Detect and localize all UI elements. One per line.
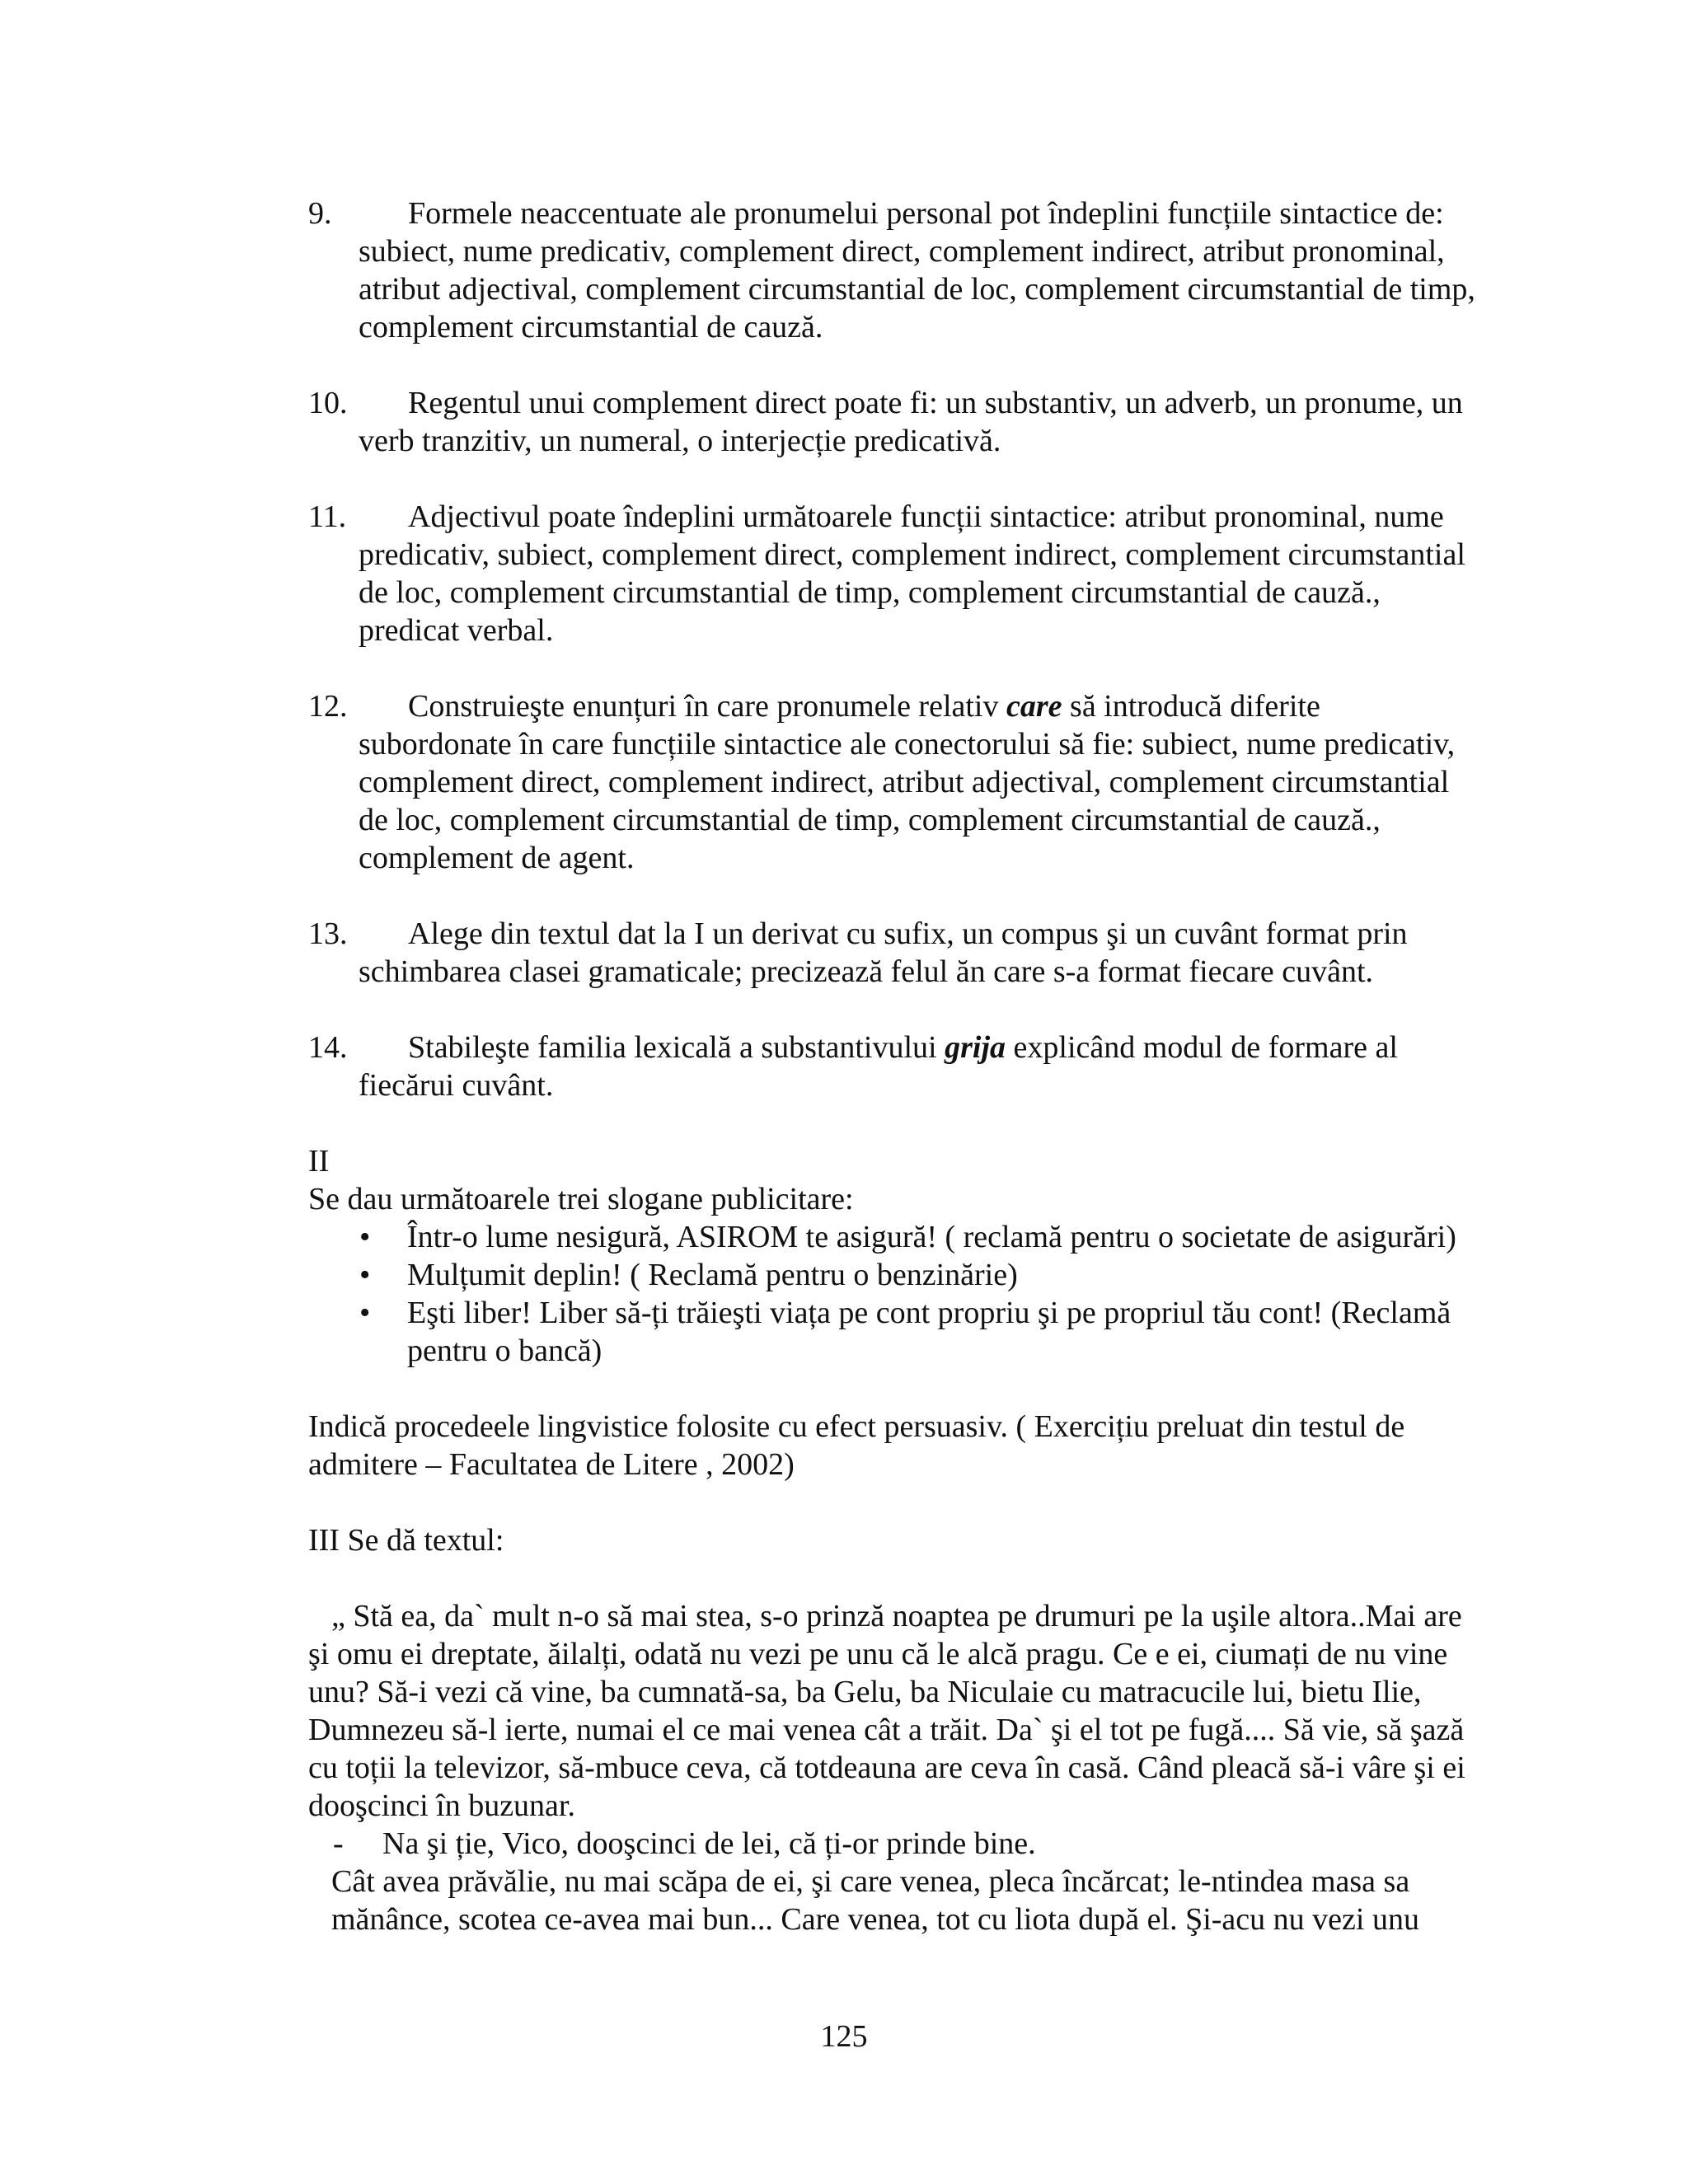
dialog-dash: - — [333, 1826, 344, 1861]
excerpt-continuation: Cât avea prăvălie, nu mai scăpa de ei, şi care venea, pleca încărcat; le-ntindea masa sa mănânce, scotea ce-avea mai bun... Care venea, tot cu liota după el. Şi-acu nu vezi unu — [331, 1864, 1419, 1937]
question-text-before: Construieşte enunțuri în care pronumele relativ — [408, 689, 1006, 724]
excerpt-paragraph — [308, 1597, 1479, 1825]
question-text: Regentul unui complement direct poate fi: un substantiv, un adverb, un pronume, un verb tranzitiv, un numeral, o interjecție predicativă. — [359, 386, 1463, 458]
slogan-item — [308, 1218, 1479, 1256]
question-number: 10. — [308, 386, 348, 420]
emphasized-word: care — [1006, 689, 1062, 724]
bullet-icon: • — [359, 1296, 371, 1330]
question-text-after: explicând modul de formare al fiecărui cuvânt. — [359, 1030, 1398, 1103]
question-text-before: Stabileşte familia lexicală a substantivului — [408, 1030, 945, 1065]
question-number: 14. — [308, 1030, 348, 1065]
bullet-icon: • — [359, 1220, 371, 1254]
excerpt-text: „ Stă ea, da` mult n-o să mai stea, s-o prinză noaptea pe drumuri pe la uşile altora..Mai are şi omu ei dreptate, ăilalți, odată nu vezi pe unu că le alcă pragu. Ce e ei, ciumați de nu vine unu? Să-i vezi că vine, ba cumnată-sa, ba Gelu, ba Niculaie cu matracucile lui, bietu Ilie, Dumnezeu să-l ierte, numai el ce mai venea cât a trăit. Da` şi el tot pe fugă.... Să vie, să şază cu toții la televizor, să-mbuce ceva, că totdeauna are ceva în casă. Când pleacă să-i vâre şi ei dooşcinci în buzunar. — [308, 1599, 1465, 1823]
slogan-text: Într-o lume nesigură, ASIROM te asigură! ( reclamă pentru o societate de asigurări) — [407, 1220, 1456, 1254]
section-2-intro: Se dau următoarele trei slogane publicitare: — [308, 1182, 854, 1216]
slogan-item — [308, 1256, 1479, 1294]
question-11 — [308, 498, 1479, 649]
section-2-label: II — [308, 1144, 330, 1179]
question-text-after: să introducă diferite subordonate în care funcțiile sintactice ale conectorului să fie: subiect, nume predicativ, complement direct, complement indirect, atribut adjectival, complement circumstantial de loc, complement circumstantial de timp, complement circumstantial de cauză., complement de agent. — [359, 689, 1456, 875]
question-14 — [308, 1029, 1479, 1104]
question-number: 13. — [308, 916, 348, 951]
question-10 — [308, 384, 1479, 460]
slogan-list — [308, 1218, 1479, 1370]
dialog-text: Na şi ție, Vico, dooşcinci de lei, că ți-or prinde bine. — [382, 1826, 1036, 1861]
slogan-text: Eşti liber! Liber să-ți trăieşti viața pe cont propriu şi pe propriul tău cont! (Reclamă pentru o bancă) — [407, 1296, 1451, 1368]
bullet-icon: • — [359, 1258, 371, 1292]
page-content — [308, 194, 1479, 1938]
question-number: 9. — [308, 196, 332, 231]
emphasized-word: grija — [945, 1030, 1006, 1065]
question-13 — [308, 915, 1479, 991]
question-text: Adjectivul poate îndeplini următoarele funcții sintactice: atribut pronominal, nume predicativ, subiect, complement direct, complement indirect, complement circumstantial de loc, complement circumstantial de timp, complement circumstantial de cauză., predicat verbal. — [359, 499, 1465, 648]
section-3-heading: III Se dă textul: — [308, 1523, 504, 1558]
section-2-task: Indică procedeele lingvistice folosite cu efect persuasiv. ( Exercițiu preluat din testul de admitere – Facultatea de Litere , 2002) — [308, 1409, 1405, 1482]
question-text: Formele neaccentuate ale pronumelui personal pot îndeplini funcțiile sintactice de: subiect, nume predicativ, complement direct, complement indirect, atribut pronominal, atribut adjectival, complement circumstantial de loc, complement circumstantial de timp, complement circumstantial de cauză. — [359, 196, 1475, 344]
slogan-text: Mulțumit deplin! ( Reclamă pentru o benzinărie) — [407, 1258, 1018, 1292]
slogan-item — [308, 1294, 1479, 1370]
question-number: 11. — [308, 499, 347, 534]
question-text: Alege din textul dat la I un derivat cu sufix, un compus şi un cuvânt format prin schimbarea clasei gramaticale; precizează felul ăn care s-a format fiecare cuvânt. — [359, 916, 1408, 989]
question-12 — [308, 687, 1479, 877]
question-9 — [308, 194, 1479, 346]
dialog-line — [308, 1825, 1479, 1863]
question-number: 12. — [308, 689, 348, 724]
page-number: 125 — [820, 2019, 868, 2054]
